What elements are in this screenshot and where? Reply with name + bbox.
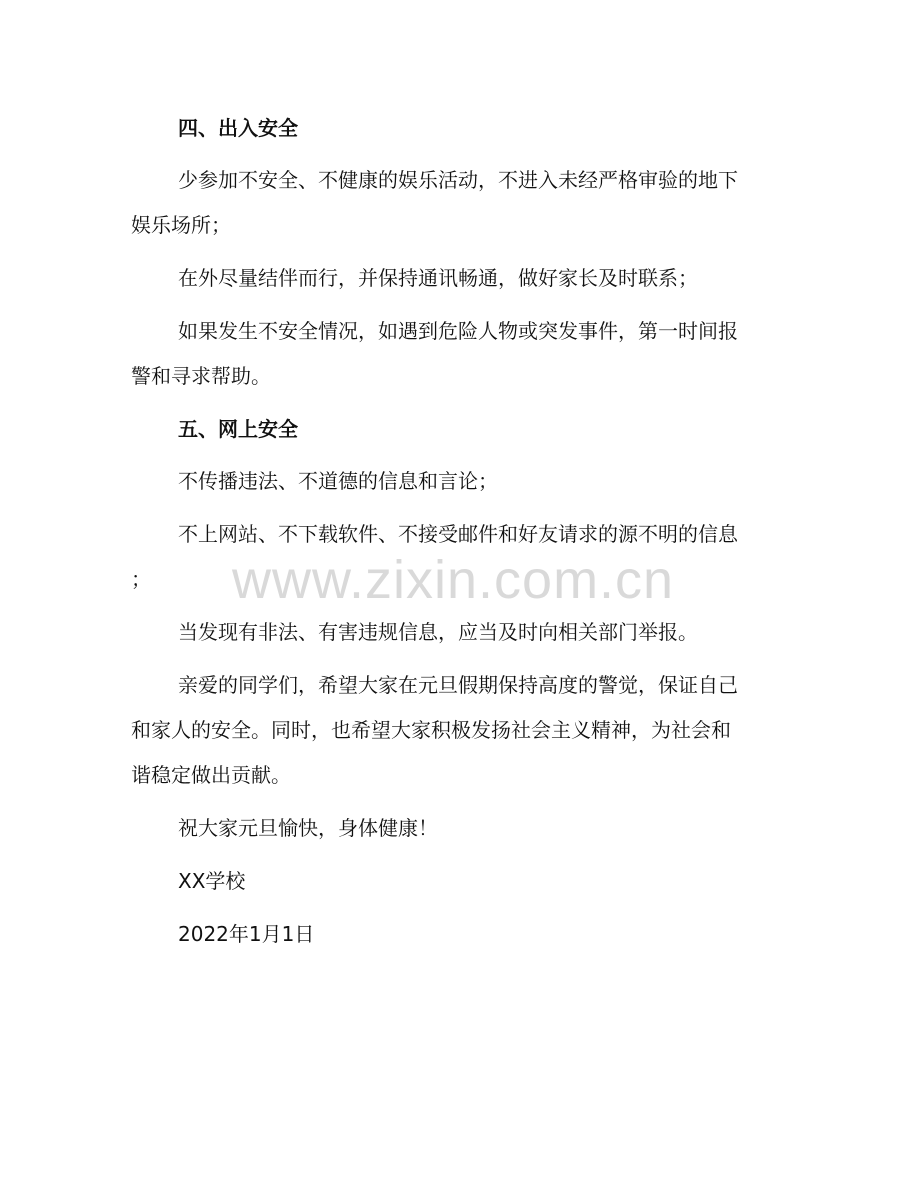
- paragraph-line: 不传播违法、不道德的信息和言论；: [178, 469, 498, 493]
- watermark: www.zixin.com.cn: [232, 550, 675, 610]
- paragraph-line: 当发现有非法、有害违规信息，应当及时向相关部门举报。: [178, 620, 698, 644]
- paragraph-line: 少参加不安全、不健康的娱乐活动，不进入未经严格审验的地下: [178, 168, 738, 192]
- paragraph-line: 亲爱的同学们，希望大家在元旦假期保持高度的警觉，保证自己: [178, 673, 738, 697]
- paragraph-line: 和家人的安全。同时，也希望大家积极发扬社会主义精神，为社会和: [131, 718, 731, 742]
- paragraph-line: ；: [131, 567, 151, 591]
- paragraph-line: 谐稳定做出贡献。: [131, 763, 291, 787]
- section-heading-online-safety: 五、网上安全: [178, 417, 298, 441]
- signature: XX学校: [178, 869, 246, 893]
- paragraph-line: 娱乐场所；: [131, 213, 231, 237]
- document-date: 2022年1月1日: [178, 922, 315, 946]
- section-heading-entry-exit-safety: 四、出入安全: [178, 116, 298, 140]
- paragraph-line: 在外尽量结伴而行，并保持通讯畅通，做好家长及时联系；: [178, 266, 698, 290]
- wishes-line: 祝大家元旦愉快，身体健康！: [178, 816, 438, 840]
- paragraph-line: 警和寻求帮助。: [131, 364, 271, 388]
- paragraph-line: 如果发生不安全情况，如遇到危险人物或突发事件，第一时间报: [178, 319, 738, 343]
- paragraph-line: 不上网站、不下载软件、不接受邮件和好友请求的源不明的信息: [178, 522, 738, 546]
